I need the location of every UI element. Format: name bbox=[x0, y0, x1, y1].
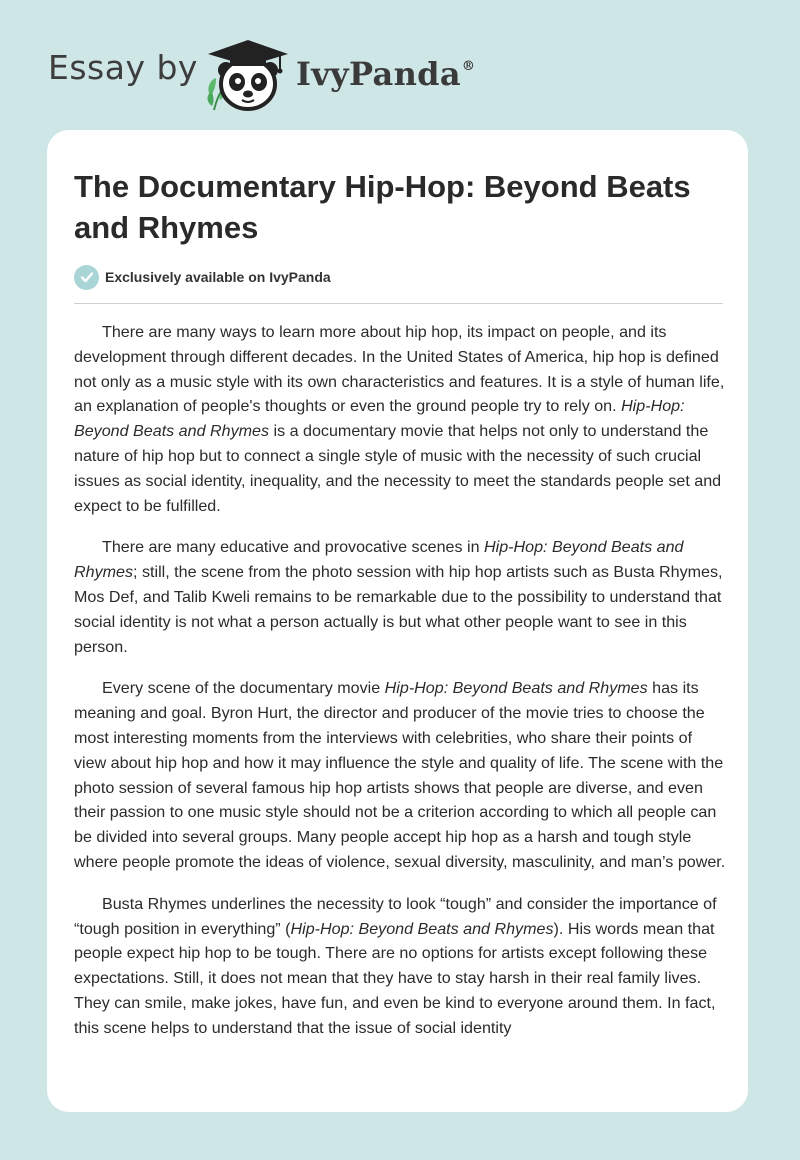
essay-paragraph bbox=[74, 320, 726, 518]
exclusive-badge bbox=[74, 264, 331, 290]
movie-title-italic: Hip-Hop: Beyond Beats and Rhymes bbox=[290, 919, 554, 938]
panda-logo-icon[interactable] bbox=[200, 36, 292, 112]
paragraph-text: ). His words mean that people expect hip hop to be tough. There are no options for artists except following these expectations. Still, it does not mean that they have to stay harsh in their real family lives. They can smile, make jokes, have fun, and even be kind to everyone around them. In fact, this scene helps to understand that the issue of social identity bbox=[74, 919, 716, 1037]
paragraph-text: ; still, the scene from the photo session with hip hop artists such as Busta Rhymes, Mos Def, and Talib Kweli remains to be remarkable due to the possibility to understand that social identity is not what a person actually is but what other people want to see in this person. bbox=[74, 563, 723, 656]
brand-name[interactable] bbox=[296, 55, 475, 93]
brand-name-text: IvyPanda bbox=[296, 55, 461, 93]
paragraph-text: Every scene of the documentary movie bbox=[102, 679, 385, 698]
essay-paragraph bbox=[74, 535, 726, 659]
paragraph-text: There are many ways to learn more about hip hop, its impact on people, and its development through different decades. In the United States of America, hip hop is defined not only as a music style with its own characteristics and features. It is a style of human life, an explanation of people's thoughts or even the ground people try to rely on. bbox=[74, 323, 725, 416]
essay-paragraph bbox=[74, 676, 726, 874]
essay-body bbox=[74, 320, 726, 1058]
checkmark-icon bbox=[74, 265, 99, 290]
registered-mark: ® bbox=[461, 59, 476, 74]
essay-by-label: Essay by bbox=[48, 48, 198, 87]
paragraph-text: has its meaning and goal. Byron Hurt, the director and producer of the movie tries to choose the most interesting moments from the interviews with celebrities, who share their points of view about hip hop and how it may influence the style and quality of life. The scene with the photo session of several famous hip hop artists shows that people are diverse, and even their passion to one music style should not be a criterion according to which all people can be divided into several groups. Many people accept hip hop as a harsh and tough style where people promote the ideas of violence, sexual diversity, masculinity, and man’s power. bbox=[74, 679, 726, 871]
movie-title-italic: Hip-Hop: Beyond Beats and Rhymes bbox=[74, 538, 684, 582]
paragraph-text: There are many educative and provocative scenes in bbox=[102, 538, 484, 557]
paragraph-text: Busta Rhymes underlines the necessity to look “tough” and consider the importance of “tough position in everything” ( bbox=[74, 894, 717, 938]
essay-card bbox=[47, 130, 748, 1112]
divider bbox=[74, 303, 723, 304]
movie-title-italic: Hip-Hop: Beyond Beats and Rhymes bbox=[74, 397, 685, 441]
movie-title-italic: Hip-Hop: Beyond Beats and Rhymes bbox=[384, 679, 648, 698]
badge-text: Exclusively available on IvyPanda bbox=[105, 269, 331, 285]
essay-paragraph bbox=[74, 892, 726, 1041]
site-header bbox=[0, 0, 800, 130]
paragraph-text: is a documentary movie that helps not only to understand the nature of hip hop but to connect a single style of music with the necessity of such crucial issues as social identity, inequality, and the necessity to meet the standards people set and expect to be fulfilled. bbox=[74, 422, 722, 515]
page-title: The Documentary Hip-Hop: Beyond Beats and Rhymes bbox=[74, 169, 691, 245]
